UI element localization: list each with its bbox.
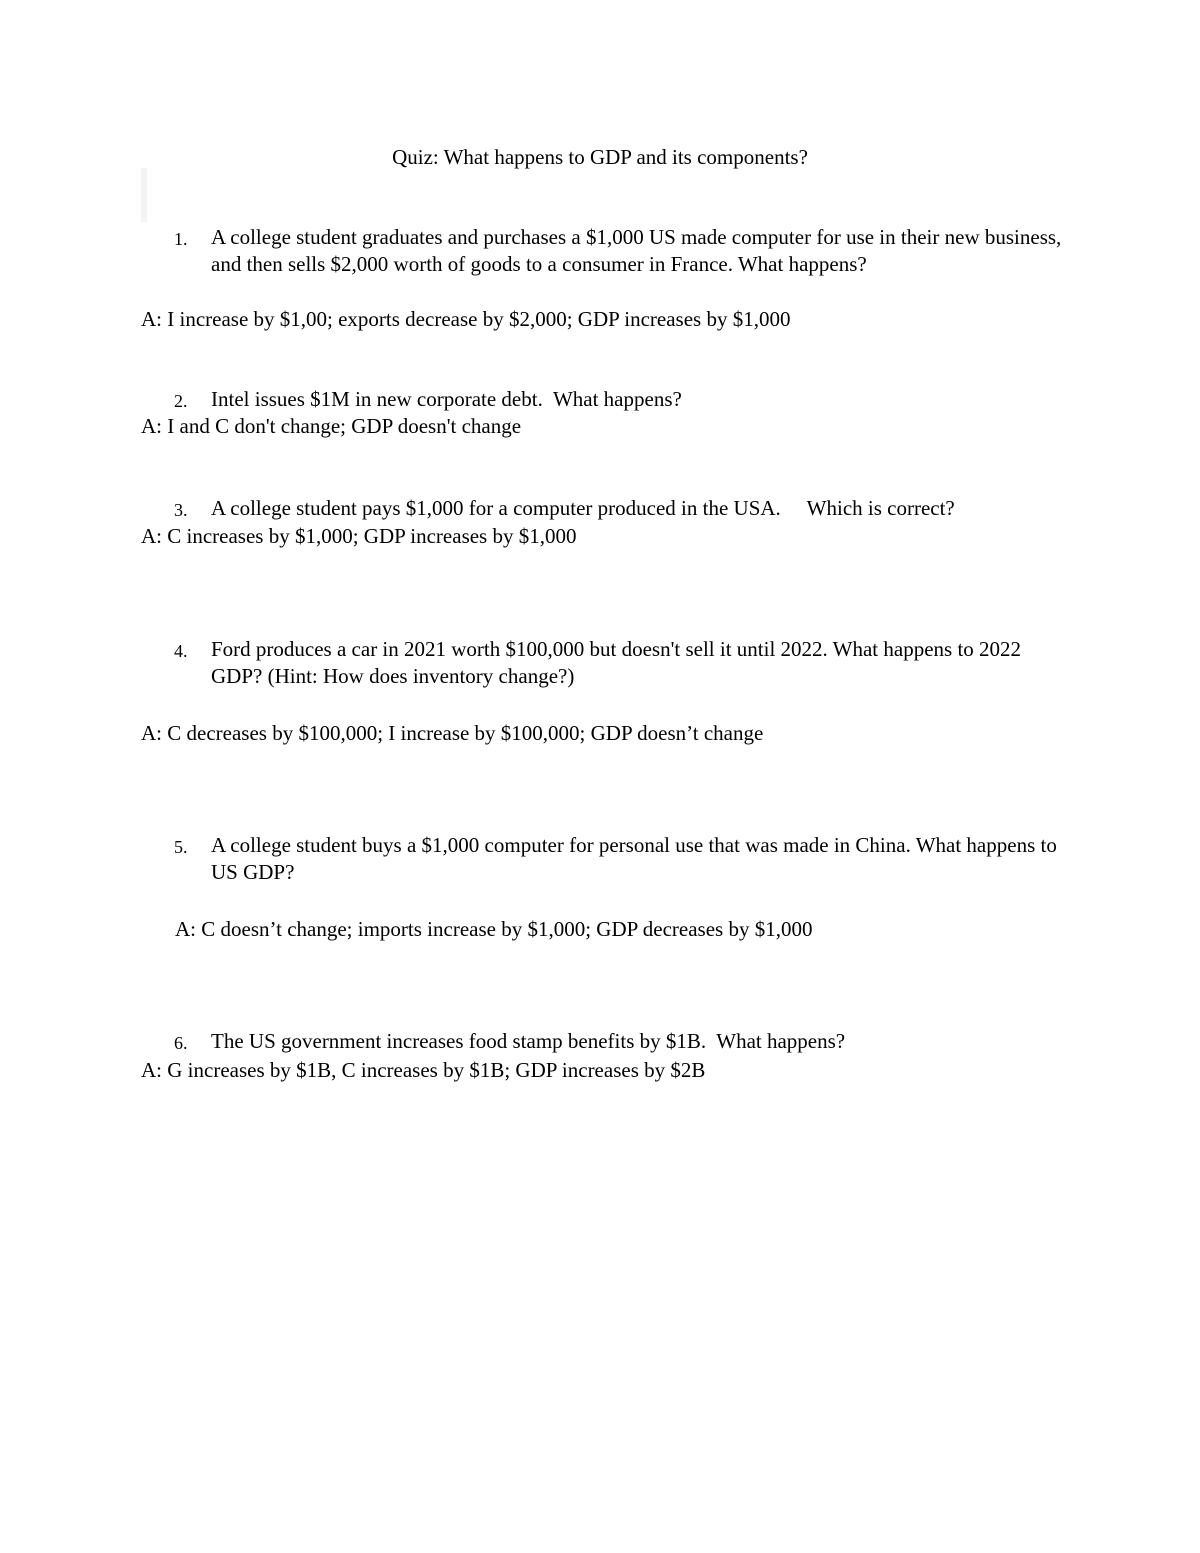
answer-4: A: C decreases by $100,000; I increase by $100,000; GDP doesn’t change	[141, 721, 764, 745]
margin-mark	[141, 168, 147, 222]
question-text: A college student buys a $1,000 computer for personal use that was made in China. What happens to US GDP?	[211, 833, 1057, 884]
answer-5: A: C doesn’t change; imports increase by $1,000; GDP decreases by $1,000	[175, 917, 813, 941]
question-2	[174, 386, 1071, 413]
question-number: 5.	[174, 837, 188, 857]
question-1	[174, 224, 1071, 278]
answer-2: A: I and C don't change; GDP doesn't change	[141, 414, 522, 438]
question-number: 2.	[174, 391, 188, 411]
question-text: Intel issues $1M in new corporate debt. What happens?	[211, 387, 682, 411]
question-number: 3.	[174, 500, 188, 520]
question-text: A college student graduates and purchases a $1,000 US made computer for use in their new business, and then sells $2,000 worth of goods to a consumer in France. What happens?	[211, 225, 1062, 276]
question-text: A college student pays $1,000 for a computer produced in the USA. Which is correct?	[211, 496, 955, 520]
question-4	[174, 636, 1071, 690]
question-6	[174, 1028, 1071, 1055]
question-5	[174, 832, 1071, 886]
question-text: Ford produces a car in 2021 worth $100,000 but doesn't sell it until 2022. What happens to 2022 GDP? (Hint: How does inventory change?)	[211, 637, 1022, 688]
answer-1: A: I increase by $1,00; exports decrease by $2,000; GDP increases by $1,000	[141, 307, 791, 331]
question-3	[174, 495, 1071, 522]
quiz-title: Quiz: What happens to GDP and its components?	[392, 145, 808, 169]
question-number: 4.	[174, 641, 188, 661]
answer-3: A: C increases by $1,000; GDP increases by $1,000	[141, 524, 577, 548]
question-number: 6.	[174, 1033, 188, 1053]
answer-6: A: G increases by $1B, C increases by $1B; GDP increases by $2B	[141, 1058, 706, 1082]
question-number: 1.	[174, 229, 188, 249]
question-text: The US government increases food stamp benefits by $1B. What happens?	[211, 1029, 846, 1053]
